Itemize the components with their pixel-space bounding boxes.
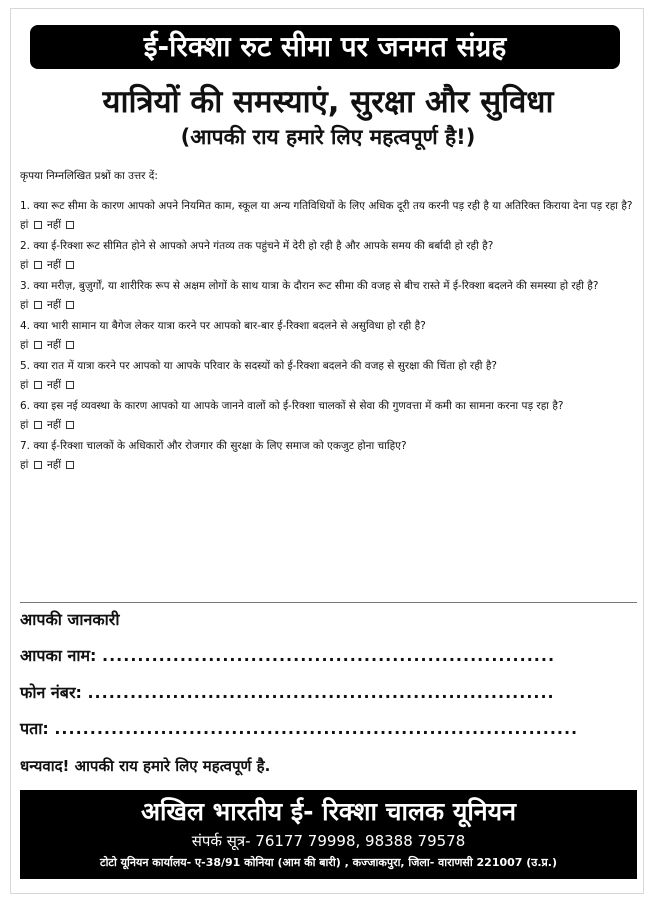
answer-row xyxy=(20,296,638,314)
question-item xyxy=(20,317,638,354)
phone-field[interactable] xyxy=(20,681,555,703)
no-label: नहीं xyxy=(46,219,62,231)
name-fill-line[interactable]: ................................................................ xyxy=(102,646,556,665)
intro-text: कृपया निम्नलिखित प्रश्नों का उत्तर दें: xyxy=(20,170,158,182)
question-text: 1. क्या रूट सीमा के कारण आपको अपने नियमित काम, स्कूल या अन्य गतिविधियों के लिए अधिक दूरी तय करनी पड़ रही है या अतिरिक्त किराया देना पड़ रहा है? xyxy=(20,200,633,212)
no-checkbox[interactable] xyxy=(66,301,74,309)
question-text: 4. क्या भारी सामान या बैगेज लेकर यात्रा करने पर आपको बार-बार ई-रिक्शा बदलने से असुविधा हो रही है? xyxy=(20,320,426,332)
no-checkbox[interactable] xyxy=(66,381,74,389)
question-item xyxy=(20,357,638,394)
question-text: 2. क्या ई-रिक्शा रूट सीमित होने से आपको अपने गंतव्य तक पहुंचने में देरी हो रही है और आपके समय की बर्बादी हो रही है? xyxy=(20,240,494,252)
no-checkbox[interactable] xyxy=(66,261,74,269)
no-label: नहीं xyxy=(46,379,62,391)
question-text: 6. क्या इस नई व्यवस्था के कारण आपको या आपके जानने वालों को ई-रिक्शा चालकों से सेवा की गुणवत्ता में कमी का सामना करना पड़ रहा है? xyxy=(20,400,564,412)
no-checkbox[interactable] xyxy=(66,341,74,349)
info-heading: आपकी जानकारी xyxy=(20,610,120,629)
question-text: 3. क्या मरीज़, बुज़ुर्गों, या शारीरिक रूप से अक्षम लोगों के साथ यात्रा के दौरान रूट सीमा की वजह से बीच रास्ते में ई-रिक्शा बदलने की समस्या हो रही है? xyxy=(20,280,599,292)
question-text: 5. क्या रात में यात्रा करने पर आपको या आपके परिवार के सदस्यों को ई-रिक्शा बदलने की वजह से सुरक्षा की चिंता हो रही है? xyxy=(20,360,497,372)
question-item xyxy=(20,237,638,274)
question-text: 7. क्या ई-रिक्शा चालकों के अधिकारों और रोजगार की सुरक्षा के लिए समाज को एकजुट होना चाहिए? xyxy=(20,440,407,452)
question-item xyxy=(20,397,638,434)
no-checkbox[interactable] xyxy=(66,421,74,429)
question-item xyxy=(20,437,638,474)
no-checkbox[interactable] xyxy=(66,461,74,469)
answer-row xyxy=(20,256,638,274)
yes-label: हां xyxy=(20,259,29,271)
question-item xyxy=(20,277,638,314)
no-checkbox[interactable] xyxy=(66,221,74,229)
answer-row xyxy=(20,216,638,234)
page-subtitle: यात्रियों की समस्याएं, सुरक्षा और सुविधा xyxy=(102,84,554,120)
answer-row xyxy=(20,336,638,354)
contact-numbers: संपर्क सूत्र- 76177 79998, 98388 79578 xyxy=(191,832,466,850)
footer-banner xyxy=(20,790,637,879)
yes-label: हां xyxy=(20,379,29,391)
answer-row xyxy=(20,376,638,394)
no-label: नहीं xyxy=(46,299,62,311)
tagline: (आपकी राय हमारे लिए महत्वपूर्ण है!) xyxy=(180,125,476,149)
title-banner xyxy=(30,25,620,69)
thanks-text: धन्यवाद! आपकी राय हमारे लिए महत्वपूर्ण है. xyxy=(20,757,271,775)
address-fill-line[interactable]: .......................................................................... xyxy=(54,719,579,738)
yes-checkbox[interactable] xyxy=(34,341,42,349)
page-title: ई-रिक्शा रुट सीमा पर जनमत संग्रह xyxy=(143,30,507,63)
answer-row xyxy=(20,456,638,474)
yes-label: हां xyxy=(20,299,29,311)
address-field[interactable] xyxy=(20,717,578,739)
yes-label: हां xyxy=(20,419,29,431)
office-address: टोटो यूनियन कार्यालय- ए-38/91 कोनिया (आम की बारी) , कज्जाकपुरा, जिला- वाराणसी 221007 (उ.प्र.) xyxy=(100,856,557,869)
phone-fill-line[interactable]: .................................................................. xyxy=(87,683,555,702)
address-label: पता: xyxy=(20,719,49,738)
yes-label: हां xyxy=(20,459,29,471)
answer-row xyxy=(20,416,638,434)
question-item xyxy=(20,197,638,234)
yes-checkbox[interactable] xyxy=(34,461,42,469)
section-divider xyxy=(20,602,637,603)
no-label: नहीं xyxy=(46,339,62,351)
name-label: आपका नाम: xyxy=(20,646,97,665)
name-field[interactable] xyxy=(20,644,555,666)
no-label: नहीं xyxy=(46,259,62,271)
yes-checkbox[interactable] xyxy=(34,221,42,229)
yes-label: हां xyxy=(20,339,29,351)
phone-label: फोन नंबर: xyxy=(20,683,82,702)
organization-name: अखिल भारतीय ई- रिक्शा चालक यूनियन xyxy=(140,797,517,826)
no-label: नहीं xyxy=(46,419,62,431)
yes-checkbox[interactable] xyxy=(34,421,42,429)
no-label: नहीं xyxy=(46,459,62,471)
yes-checkbox[interactable] xyxy=(34,381,42,389)
yes-checkbox[interactable] xyxy=(34,301,42,309)
yes-label: हां xyxy=(20,219,29,231)
yes-checkbox[interactable] xyxy=(34,261,42,269)
question-list xyxy=(20,197,638,477)
